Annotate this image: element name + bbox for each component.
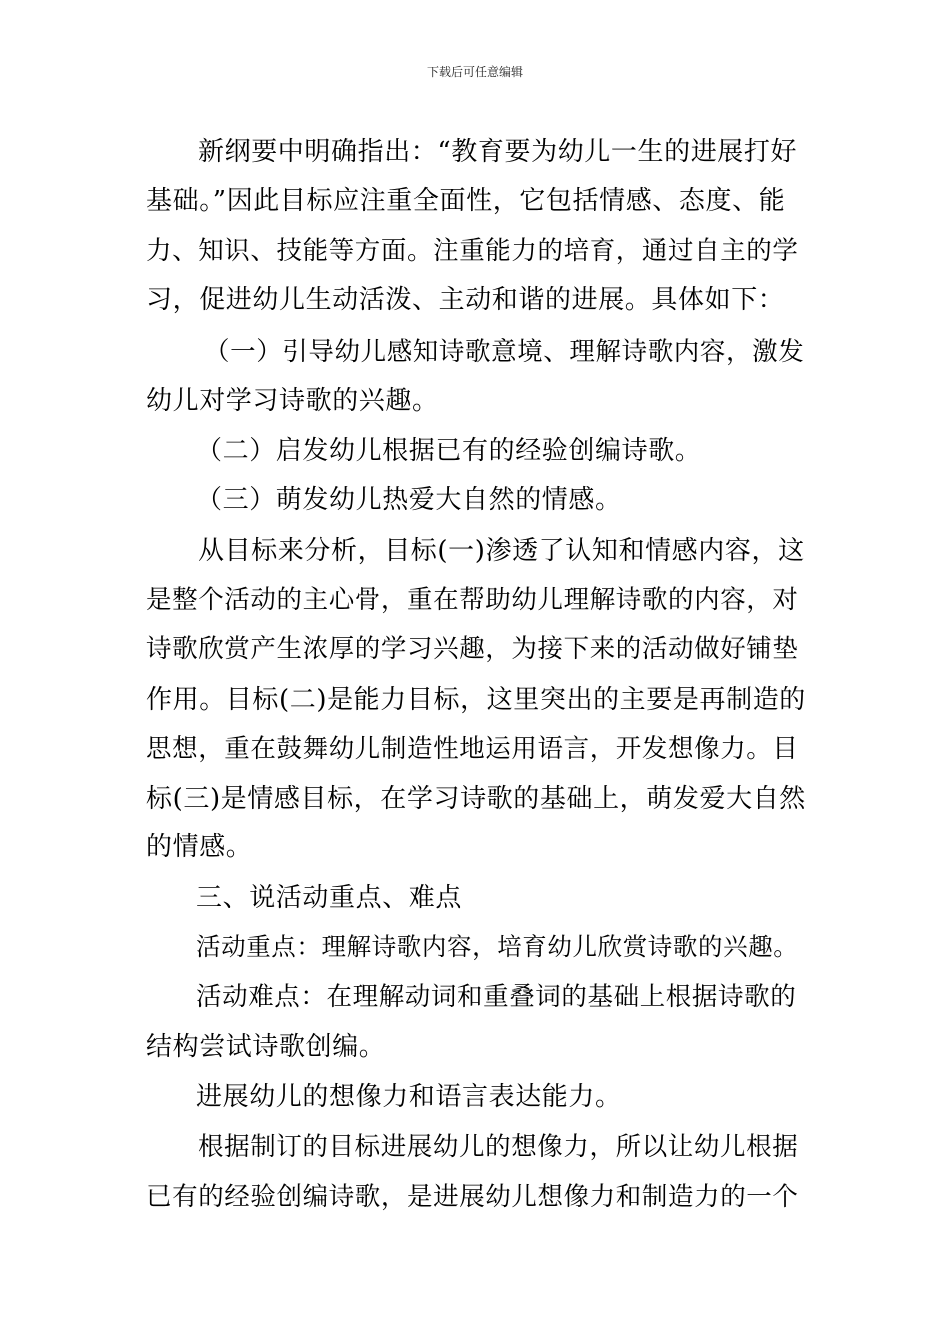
paragraph-line: 标(三)是情感目标，在学习诗歌的基础上，萌发爱大自然	[146, 784, 806, 814]
section-heading: 三、说活动重点、难点	[196, 883, 463, 913]
paragraph-line: （三）萌发幼儿热爱大自然的情感。	[196, 485, 622, 515]
paragraph-line: 力、知识、技能等方面。注重能力的培育，通过自主的学	[146, 236, 799, 266]
paragraph-line: 幼儿对学习诗歌的兴趣。	[146, 386, 439, 416]
paragraph-line: 根据制订的目标进展幼儿的想像力，所以让幼儿根据	[198, 1132, 799, 1162]
paragraph-line: （一）引导幼儿感知诗歌意境、理解诗歌内容，激发	[204, 337, 805, 367]
paragraph-line: 诗歌欣赏产生浓厚的学习兴趣，为接下来的活动做好铺垫	[146, 634, 799, 664]
paragraph-line: 作用。目标(二)是能力目标，这里突出的主要是再制造的	[146, 685, 806, 715]
paragraph-line: 习，促进幼儿生动活泼、主动和谐的进展。具体如下：	[146, 285, 785, 315]
paragraph-line: 思想，重在鼓舞幼儿制造性地运用语言，开发想像力。目	[146, 734, 799, 764]
paragraph-line: （二）启发幼儿根据已有的经验创编诗歌。	[196, 436, 702, 466]
paragraph-line: 活动重点：理解诗歌内容，培育幼儿欣赏诗歌的兴趣。	[196, 932, 799, 961]
paragraph-line: 基础。”因此目标应注重全面性，它包括情感、态度、能	[146, 186, 786, 216]
paragraph-line: 结构尝试诗歌创编。	[146, 1032, 386, 1062]
paragraph-line: 进展幼儿的想像力和语言表达能力。	[196, 1082, 622, 1112]
paragraph-line: 的情感。	[146, 832, 253, 862]
paragraph-line: 从目标来分析，目标(一)渗透了认知和情感内容，这	[198, 536, 805, 566]
page-header: 下载后可任意编辑	[426, 65, 523, 79]
paragraph-line: 活动难点：在理解动词和重叠词的基础上根据诗歌的	[196, 982, 797, 1012]
paragraph-line: 是整个活动的主心骨，重在帮助幼儿理解诗歌的内容，对	[146, 585, 799, 615]
paragraph-line: 新纲要中明确指出：“教育要为幼儿一生的进展打好	[198, 137, 798, 167]
paragraph-line: 已有的经验创编诗歌，是进展幼儿想像力和制造力的一个	[146, 1182, 799, 1212]
